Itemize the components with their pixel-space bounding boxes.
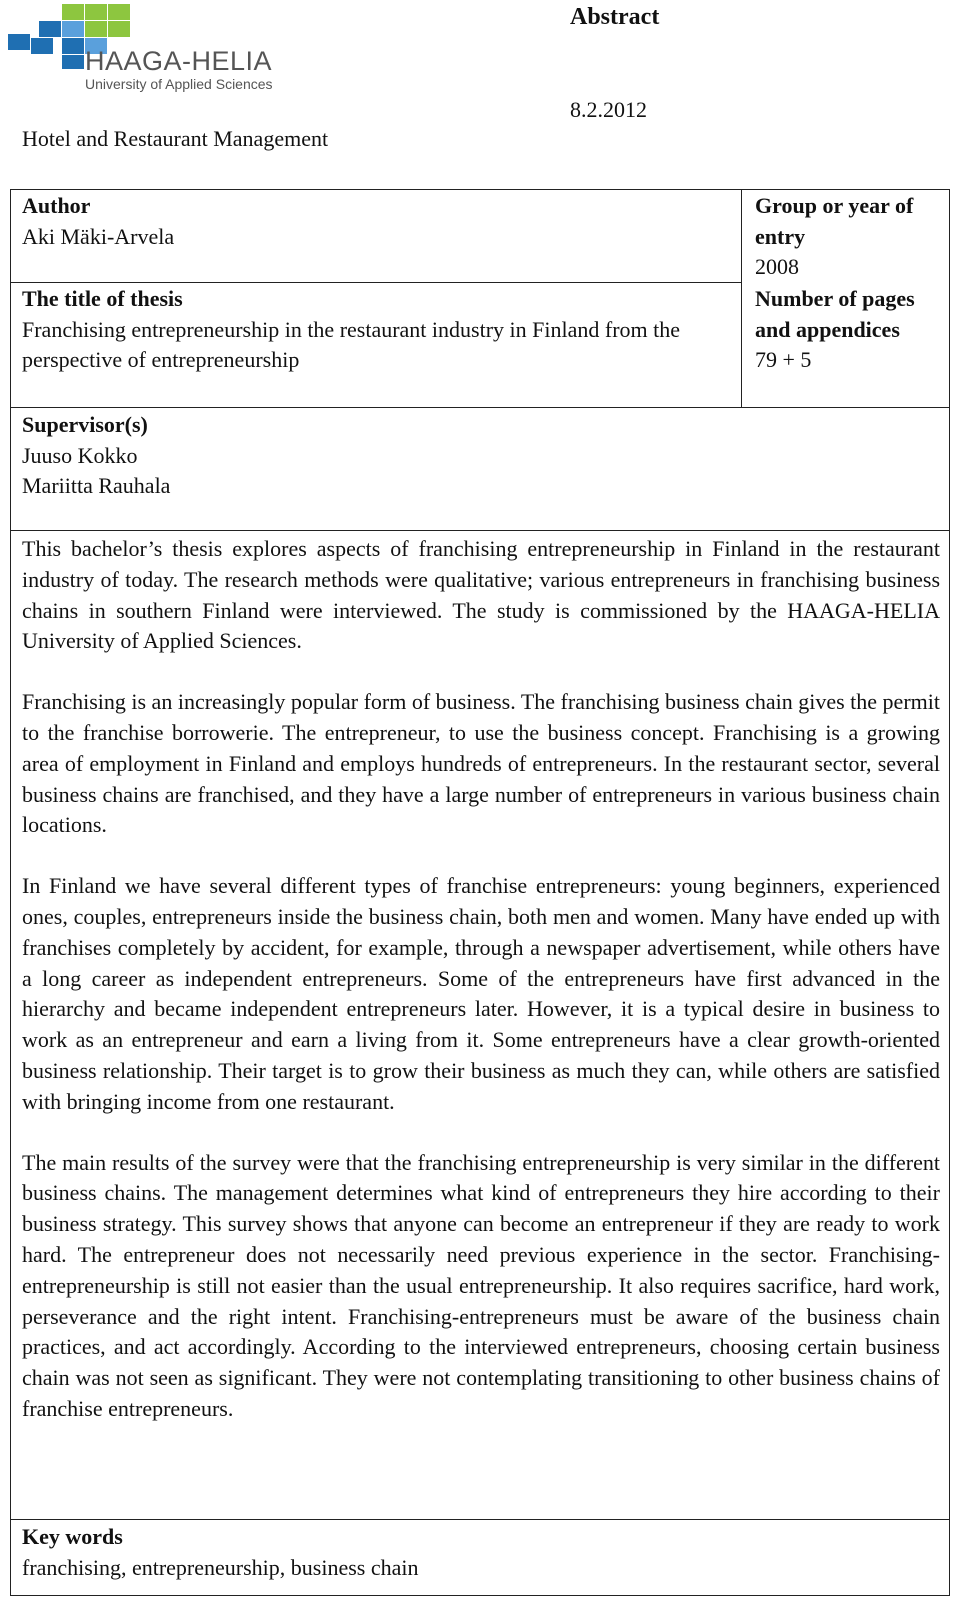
degree-programme: Hotel and Restaurant Management [22, 126, 329, 151]
logo-name: HAAGA-HELIA [85, 46, 273, 76]
info-section-divider [10, 530, 950, 531]
author-value: Aki Mäki-Arvela [22, 223, 175, 249]
keywords-label: Key words [22, 1524, 123, 1549]
thesis-title-label: The title of thesis [22, 286, 183, 311]
pages-cell [755, 284, 925, 376]
supervisor-label: Supervisor(s) [22, 412, 148, 437]
abstract-paragraph: This bachelor’s thesis explores aspects of franchising entrepreneurship in Finland in the restaurant industry of today. The research methods were qualitative; various entrepreneurs in franchising business chains in southern Finland were interviewed. The study is commissioned by the HAAGA-HELIA University of Applied Sciences. [22, 536, 940, 654]
group-cell [755, 191, 950, 283]
thesis-title-value: Franchising entrepreneurship in the restaurant industry in Finland from the perspective of entrepreneurship [22, 316, 681, 372]
group-label: Group or year of entry [755, 193, 914, 249]
info-row-divider [10, 407, 950, 408]
keywords-value: franchising, entrepreneurship, business chain [22, 1554, 419, 1580]
pages-value: 79 + 5 [755, 347, 812, 372]
supervisor-name: Mariitta Rauhala [22, 473, 171, 498]
abstract-paragraph: The main results of the survey were that the franchising entrepreneurship is very similar in the different business chains. The management determines what kind of entrepreneurs they hire according to their business strategy. This survey shows that anyone can become an entrepreneur if they are ready to work hard. The entrepreneur does not necessarily need previous experience in the sector. Franchising-entrepreneurship is still not easier than the usual entrepreneurship. It also requires sacrifice, hard work, perseverance and the right intent. Franchising-entrepreneurs must be aware of the business chain practices, and act accordingly. According to the interviewed entrepreneurs, choosing certain business chain was not seen as significant. They were not contemplating transitioning to other business chains of franchise entrepreneurs. [22, 1149, 940, 1421]
pages-label: Number of pages and appendices [755, 286, 915, 342]
author-row-divider [10, 282, 741, 283]
author-cell [22, 191, 732, 252]
supervisor-cell [22, 410, 732, 502]
abstract-paragraph: In Finland we have several different types of franchise entrepreneurs: young beginners, experienced ones, couples, entrepreneurs inside the business chain, both men and women. Many have ended up with franchises completely by accident, for example, through a newspaper advertisement, while others have a long career as independent entrepreneurs. Some of the entrepreneurs have first advanced in the hierarchy and became independent entrepreneurs later. However, it is a typical desire in business to work as an entrepreneur and earn a living from it. Some entrepreneurs have a clear growth-oriented business relationship. Their target is to grow their business as much they can, while others are satisfied with bringing income from one restaurant. [22, 873, 940, 1114]
abstract-body [22, 534, 940, 1455]
thesis-title-cell [22, 284, 732, 376]
group-value: 2008 [755, 254, 799, 279]
info-column-divider [741, 189, 742, 408]
abstract-paragraph: Franchising is an increasingly popular form of business. The franchising business chain gives the permit to the franchise borrowerie. The entrepreneur, to use the business concept. Franchising is a growing area of employment in Finland and employs hundreds of entrepreneurs. In the restaurant sector, several business chains are franchised, and they have a large number of entrepreneurs in various business chain locations. [22, 689, 940, 838]
keywords-cell [22, 1522, 932, 1583]
haaga-helia-logo [8, 4, 353, 92]
keywords-divider [10, 1519, 950, 1520]
author-label: Author [22, 193, 91, 218]
document-type-heading: Abstract [570, 4, 660, 30]
logo-subtitle: University of Applied Sciences [85, 76, 273, 92]
document-date: 8.2.2012 [570, 97, 647, 122]
supervisor-name: Juuso Kokko [22, 442, 138, 468]
